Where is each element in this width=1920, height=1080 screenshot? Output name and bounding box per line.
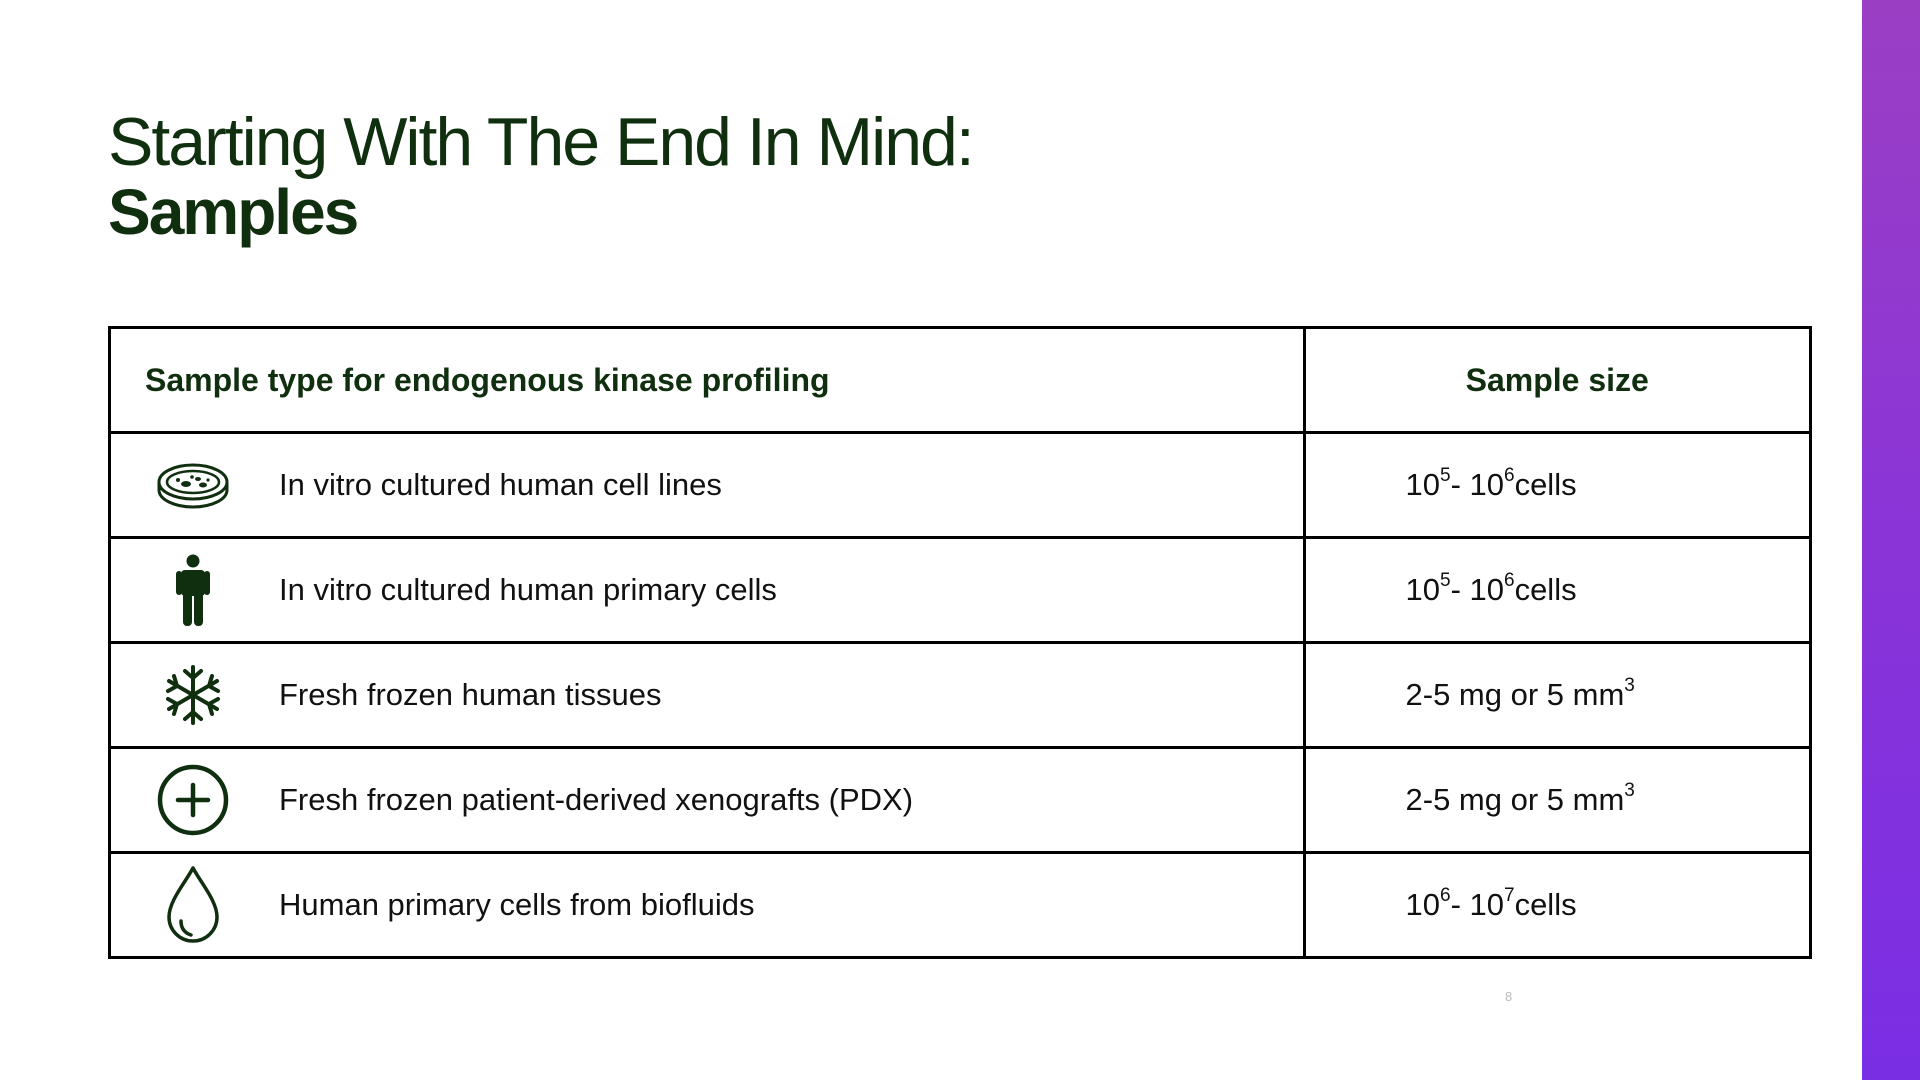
petri-dish-icon: [141, 445, 245, 525]
table-row: [110, 538, 1811, 643]
sample-type-cell: [110, 538, 1305, 643]
sample-type-cell: [110, 643, 1305, 748]
sample-size-cell: [1304, 538, 1811, 643]
snowflake-icon: [141, 655, 245, 735]
sample-type-label: In vitro cultured human primary cells: [279, 572, 777, 607]
sample-type-cell: [110, 853, 1305, 958]
sample-type-label: Fresh frozen patient-derived xenografts (PDX): [279, 782, 914, 817]
header-sample-type: Sample type for endogenous kinase profiling: [110, 328, 1305, 433]
table-row: [110, 433, 1811, 538]
sample-size-value: 2-5 mg or 5 $mm^3$: [1405, 780, 1635, 817]
sample-size-cell: [1304, 433, 1811, 538]
samples-table: [108, 326, 1812, 959]
sample-type-label: Human primary cells from biofluids: [279, 887, 755, 922]
sample-size-cell: [1304, 643, 1811, 748]
sample-size-value: $10^5-$ $10^6cells$: [1405, 465, 1577, 502]
purple-side-bar: [1862, 0, 1920, 1080]
plus-circle-icon: [141, 760, 245, 840]
sample-size-value: $10^6-$ $10^7cells$: [1405, 885, 1577, 922]
person-icon: [141, 550, 245, 630]
table-row: [110, 853, 1811, 958]
sample-size-cell: [1304, 853, 1811, 958]
sample-size-cell: [1304, 748, 1811, 853]
table-row: [110, 748, 1811, 853]
title-line-1: Starting With The End In Mind:: [108, 104, 973, 180]
sample-type-label: Fresh frozen human tissues: [279, 677, 662, 712]
header-sample-size: Sample size: [1304, 328, 1811, 433]
page-number: 8: [1505, 989, 1513, 1004]
sample-size-value: 2-5 mg or 5 $mm^3$: [1405, 675, 1635, 712]
sample-type-label: In vitro cultured human cell lines: [279, 467, 722, 502]
sample-type-cell: [110, 748, 1305, 853]
title-line-2: Samples: [108, 176, 358, 248]
table-header-row: [110, 328, 1811, 433]
droplet-icon: [141, 865, 245, 945]
sample-size-value: $10^5-$ $10^6cells$: [1405, 570, 1577, 607]
sample-type-cell: [110, 433, 1305, 538]
table-row: [110, 643, 1811, 748]
